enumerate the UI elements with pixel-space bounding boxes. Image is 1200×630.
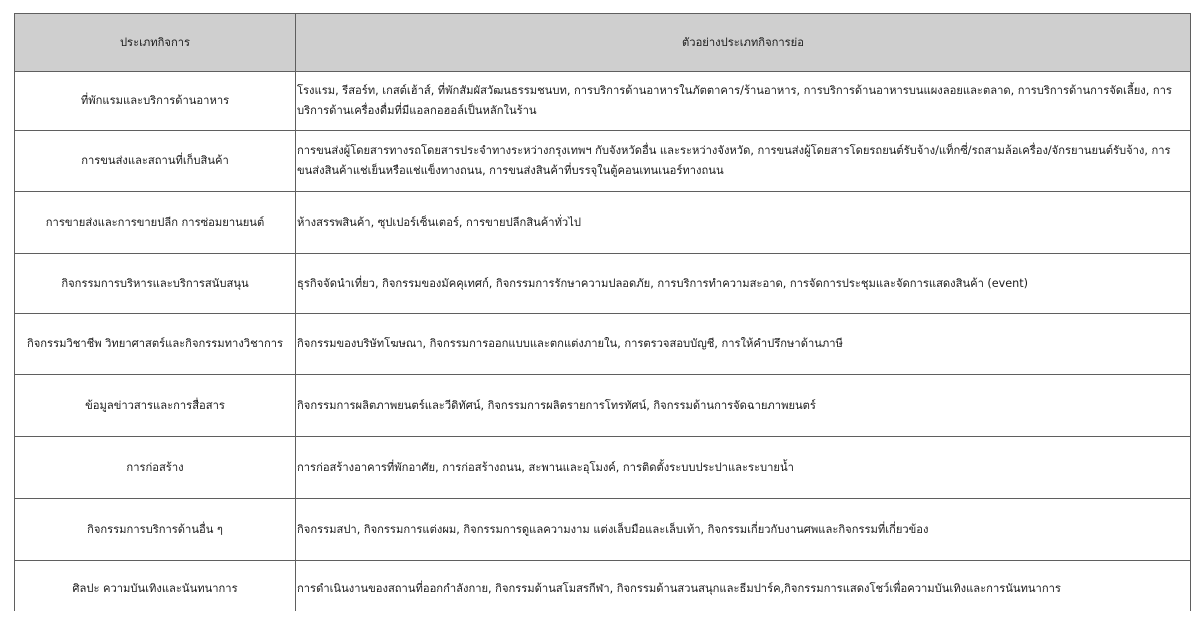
table-row [15, 437, 1191, 499]
example-subtypes-cell: กิจกรรมของบริษัทโฆษณา, กิจกรรมการออกแบบและตกแต่งภายใน, การตรวจสอบบัญชี, การให้คำปรึกษาด้านภาษี [296, 314, 1191, 375]
table-header [15, 14, 1191, 72]
example-subtypes-cell: กิจกรรมสปา, กิจกรรมการแต่งผม, กิจกรรมการดูแลความงาม แต่งเล็บมือและเล็บเท้า, กิจกรรมเกี่ยวกับงานศพและกิจกรรมที่เกี่ยวข้อง [296, 499, 1191, 561]
business-type-cell: กิจกรรมการบริหารและบริการสนับสนุน [15, 254, 296, 314]
example-subtypes-cell: ธุรกิจจัดนำเที่ยว, กิจกรรมของมัคคุเทศก์, กิจกรรมการรักษาความปลอดภัย, การบริการทำความสะอาด, การจัดการประชุมและจัดการแสดงสินค้า (event) [296, 254, 1191, 314]
table-row [15, 314, 1191, 375]
example-subtypes-cell: กิจกรรมการผลิตภาพยนตร์และวีดิทัศน์, กิจกรรมการผลิตรายการโทรทัศน์, กิจกรรมด้านการจัดฉายภาพยนตร์ [296, 375, 1191, 437]
header-row [15, 14, 1191, 72]
table-row [15, 192, 1191, 254]
table-row [15, 131, 1191, 192]
business-type-cell: การขนส่งและสถานที่เก็บสินค้า [15, 131, 296, 192]
business-type-cell [15, 561, 296, 612]
business-type-text: ศิลปะ ความบันเทิงและนันทนาการ [72, 582, 238, 595]
example-subtypes-cell: การก่อสร้างอาคารที่พักอาศัย, การก่อสร้างถนน, สะพานและอุโมงค์, การติดตั้งระบบประปาและระบายน้ำ [296, 437, 1191, 499]
business-type-cell: กิจกรรมวิชาชีพ วิทยาศาสตร์และกิจกรรมทางวิชาการ [15, 314, 296, 375]
business-type-cell: กิจกรรมการบริการด้านอื่น ๆ [15, 499, 296, 561]
example-subtypes-cell: ห้างสรรพสินค้า, ซุปเปอร์เซ็นเตอร์, การขายปลีกสินค้าทั่วไป [296, 192, 1191, 254]
example-subtypes-text: การดำเนินงานของสถานที่ออกกำลังกาย, กิจกรรมด้านสโมสรกีฬา, กิจกรรมด้านสวนสนุกและธีมปาร์ค,กิจกรรมการแสดงโชว์เพื่อความบันเทิงและการนันทนาการ [297, 582, 1061, 595]
table-row [15, 254, 1191, 314]
table-row [15, 375, 1191, 437]
business-type-cell: ที่พักแรมและบริการด้านอาหาร [15, 72, 296, 131]
business-type-cell: ข้อมูลข่าวสารและการสื่อสาร [15, 375, 296, 437]
table-row [15, 72, 1191, 131]
business-type-table-container [14, 13, 1190, 611]
header-business-type: ประเภทกิจการ [15, 14, 296, 72]
example-subtypes-cell: โรงแรม, รีสอร์ท, เกสต์เฮ้าส์, ที่พักสัมผัสวัฒนธรรมชนบท, การบริการด้านอาหารในภัตตาคาร/ร้านอาหาร, การบริการด้านอาหารบนแผงลอยและตลาด, การบริการด้านการจัดเลี้ยง, การบริการด้านเครื่องดื่มที่มีแอลกอฮอล์เป็นหลักในร้าน [296, 72, 1191, 131]
table-row [15, 561, 1191, 612]
table-row [15, 499, 1191, 561]
business-type-table [14, 13, 1191, 611]
table-body [15, 72, 1191, 612]
business-type-cell: การขายส่งและการขายปลีก การซ่อมยานยนต์ [15, 192, 296, 254]
business-type-cell: การก่อสร้าง [15, 437, 296, 499]
header-example-subtypes: ตัวอย่างประเภทกิจการย่อ [296, 14, 1191, 72]
example-subtypes-cell: การขนส่งผู้โดยสารทางรถโดยสารประจำทางระหว่างกรุงเทพฯ กับจังหวัดอื่น และระหว่างจังหวัด, การขนส่งผู้โดยสารโดยรถยนต์รับจ้าง/แท็กซี่/รถสามล้อเครื่อง/จักรยานยนต์รับจ้าง, การขนส่งสินค้าแช่เย็นหรือแช่แข็งทางถนน, การขนส่งสินค้าที่บรรจุในตู้คอนเทนเนอร์ทางถนน [296, 131, 1191, 192]
example-subtypes-cell [296, 561, 1191, 612]
